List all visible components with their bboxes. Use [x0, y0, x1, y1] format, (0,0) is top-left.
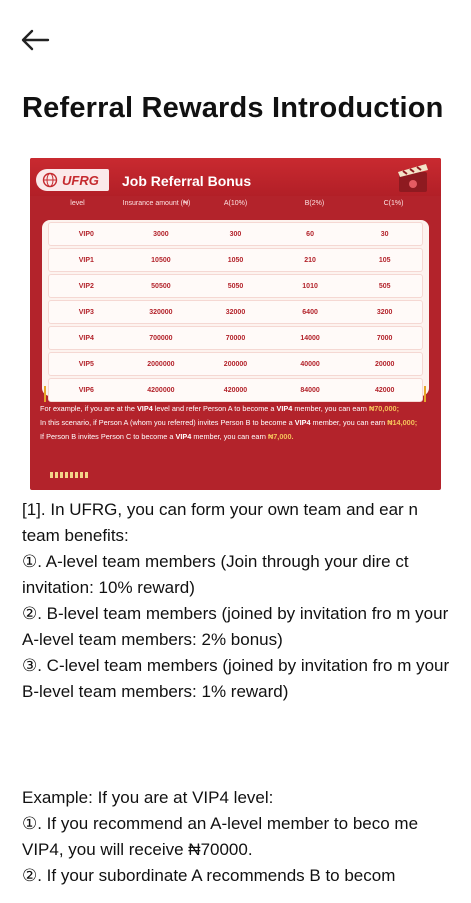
col-insurance: Insurance amount (₦): [122, 200, 191, 207]
cell: 700000: [149, 334, 173, 342]
decor-pin: [424, 386, 426, 402]
cell: VIP0: [78, 230, 94, 238]
cell: VIP6: [78, 386, 94, 394]
banner-header: [30, 158, 441, 196]
cell: 10500: [151, 256, 171, 264]
table-row: [48, 300, 423, 324]
cell: 1050: [227, 256, 244, 264]
arrow-left-icon: [20, 29, 50, 51]
cell: 5050: [227, 282, 244, 290]
cell: 505: [378, 282, 391, 290]
banner-title: Job Referral Bonus: [122, 173, 252, 189]
cell: 20000: [374, 360, 395, 368]
page-title: Referral Rewards Introduction: [22, 92, 444, 124]
globe-icon: [42, 172, 58, 188]
cell: 4200000: [147, 386, 175, 394]
paragraph: ①. If you recommend an A-level member to beco me VIP4, you will receive ₦70000.: [22, 814, 419, 859]
table-row: [48, 352, 423, 376]
cell: 300: [229, 230, 242, 238]
back-button[interactable]: [20, 24, 56, 56]
paragraph: ①. A-level team members (Join through your dire ct invitation: 10% reward): [22, 552, 409, 597]
cell: 320000: [149, 308, 173, 316]
bonus-table: [38, 196, 433, 396]
example-notes: [40, 404, 425, 446]
cell: 14000: [300, 334, 320, 342]
cell: 60: [306, 230, 314, 238]
note-line: In this scenario, if Person A (whom you referred) invites Person B to become a VIP4 member, you can earn ₦14,000;: [40, 418, 418, 427]
cell: 84000: [300, 386, 320, 394]
cell: 32000: [225, 308, 246, 316]
cell: VIP4: [78, 334, 94, 342]
cell: VIP2: [78, 282, 94, 290]
table-card: [42, 220, 429, 396]
decor-pin: [44, 386, 46, 402]
table-header: [38, 200, 433, 218]
paragraph: [1]. In UFRG, you can form your own team and ear n team benefits:: [22, 500, 418, 545]
cell: 2000000: [147, 360, 175, 368]
cell: 30: [380, 230, 389, 238]
table-row: [48, 274, 423, 298]
paragraph: ③. C-level team members (joined by invitation fro m your B-level team members: 1% reward): [22, 656, 450, 701]
col-level: level: [70, 200, 85, 207]
cell: VIP3: [78, 308, 94, 316]
table-row: [48, 222, 423, 246]
cell: 200000: [223, 360, 248, 368]
spacer: [22, 705, 452, 785]
cell: 40000: [300, 360, 320, 368]
ufrg-logo: [36, 169, 109, 191]
cell: 7000: [376, 334, 393, 342]
cell: 6400: [302, 308, 318, 316]
col-b: B(2%): [304, 200, 325, 207]
col-c: C(1%): [383, 200, 404, 207]
rewards-description: [22, 497, 452, 889]
table-row: [48, 378, 423, 402]
cell: 1010: [302, 282, 318, 290]
paragraph: ②. B-level team members (joined by invitation fro m your A-level team members: 2% bonus): [22, 604, 449, 649]
filmstrip-decoration: [50, 472, 90, 478]
cell: VIP5: [78, 360, 94, 368]
col-a: A(10%): [223, 200, 248, 207]
cell: 105: [378, 256, 391, 264]
note-line: If Person B invites Person C to become a VIP4 member, you can earn ₦7,000.: [40, 432, 294, 441]
table-row: [48, 248, 423, 272]
clapperboard-icon: [395, 160, 431, 194]
logo-text: UFRG: [62, 172, 99, 188]
paragraph: Example: If you are at VIP4 level:: [22, 788, 274, 807]
cell: VIP1: [78, 256, 94, 264]
cell: 3000: [153, 230, 169, 238]
table-row: [48, 326, 423, 350]
cell: 420000: [223, 386, 248, 394]
note-line: For example, if you are at the VIP4 level and refer Person A to become a VIP4 member, you can earn ₦70,000;: [40, 404, 400, 413]
cell: 3200: [376, 308, 393, 316]
referral-bonus-banner: [30, 158, 441, 490]
cell: 70000: [225, 334, 246, 342]
cell: 210: [304, 256, 316, 264]
cell: 50500: [151, 282, 171, 290]
cell: 42000: [374, 386, 395, 394]
paragraph: ②. If your subordinate A recommends B to becom: [22, 866, 396, 885]
